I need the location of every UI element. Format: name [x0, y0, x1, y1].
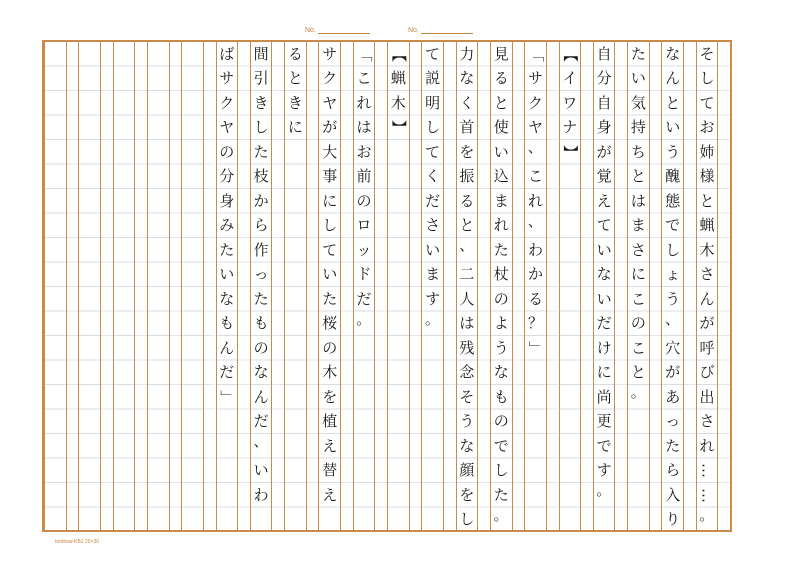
manuscript-character: と [459, 216, 475, 235]
manuscript-character: ん [699, 289, 715, 308]
manuscript-character: び [699, 363, 715, 382]
manuscript-character: こ [356, 69, 372, 88]
manuscript-character: 桜 [322, 314, 338, 333]
manuscript-character: っ [253, 265, 269, 284]
sheet-number-right-line [421, 27, 473, 34]
manuscript-character: え [322, 485, 338, 504]
manuscript-character: う [665, 289, 681, 308]
manuscript-character: ま [630, 216, 646, 235]
manuscript-character: 】 [561, 144, 580, 160]
manuscript-column [318, 42, 341, 530]
manuscript-character: う [493, 338, 509, 357]
manuscript-character: し [665, 240, 681, 259]
manuscript-character: 引 [253, 69, 269, 88]
manuscript-character: 自 [596, 93, 612, 112]
manuscript-character: 覚 [596, 167, 612, 186]
manuscript-character: と [287, 69, 303, 88]
manuscript-character: き [253, 93, 269, 112]
manuscript-character: 、 [527, 211, 543, 230]
manuscript-character: け [596, 338, 612, 357]
manuscript-character: … [698, 463, 717, 479]
manuscript-column [696, 42, 719, 530]
manuscript-character: さ [699, 412, 715, 431]
manuscript-character: 説 [425, 69, 441, 88]
manuscript-character: 醜 [665, 167, 681, 186]
manuscript-column [490, 42, 513, 530]
manuscript-character: き [287, 93, 303, 112]
manuscript-character: 尚 [596, 387, 612, 406]
manuscript-character: と [630, 167, 646, 186]
manuscript-character: の [493, 289, 509, 308]
column-gap [307, 42, 319, 530]
manuscript-column [216, 42, 239, 530]
manuscript-character: ヤ [527, 118, 543, 137]
manuscript-character: て [425, 142, 441, 161]
manuscript-character: ヤ [322, 93, 338, 112]
manuscript-character: こ [630, 289, 646, 308]
manuscript-column [353, 42, 376, 530]
manuscript-character: こ [630, 338, 646, 357]
manuscript-character: 間 [253, 44, 269, 63]
manuscript-column [524, 42, 547, 530]
manuscript-character: の [630, 314, 646, 333]
column-gap [478, 42, 490, 530]
manuscript-character: 植 [322, 412, 338, 431]
manuscript-character: し [459, 510, 475, 529]
manuscript-character: ナ [562, 118, 578, 137]
manuscript-character: す [596, 461, 612, 480]
manuscript-character: た [253, 142, 269, 161]
manuscript-character: れ [493, 216, 509, 235]
manuscript-character: れ [527, 191, 543, 210]
manuscript-character: 念 [459, 363, 475, 382]
manuscript-character: れ [699, 436, 715, 455]
manuscript-character: の [219, 142, 235, 161]
manuscript-character: サ [219, 69, 235, 88]
manuscript-character: 分 [219, 167, 235, 186]
manuscript-character: 。 [424, 309, 440, 328]
sheet-number-left-line [318, 27, 370, 34]
manuscript-character: と [630, 363, 646, 382]
manuscript-character: を [322, 387, 338, 406]
manuscript-column [44, 42, 67, 530]
manuscript-character: が [699, 314, 715, 333]
manuscript-character: な [459, 436, 475, 455]
column-gap [615, 42, 627, 530]
manuscript-character: 、 [527, 138, 543, 156]
manuscript-character: 」 [218, 389, 237, 405]
manuscript-character: た [493, 485, 509, 504]
manuscript-character: イ [562, 69, 578, 88]
manuscript-character: て [596, 216, 612, 235]
manuscript-character: と [493, 93, 509, 112]
manuscript-character: 身 [219, 191, 235, 210]
column-gap [341, 42, 353, 530]
column-gap [170, 42, 182, 530]
manuscript-column [421, 42, 444, 530]
manuscript-character: い [630, 69, 646, 88]
column-gap [650, 42, 662, 530]
manuscript-character: る [527, 289, 543, 308]
paper-brand-footer: tombow-KB1 20×20 [55, 539, 100, 545]
manuscript-character: る [493, 69, 509, 88]
manuscript-character: 呼 [699, 338, 715, 357]
manuscript-column [593, 42, 616, 530]
manuscript-character: も [253, 314, 269, 333]
manuscript-character: 身 [596, 118, 612, 137]
manuscript-character: 力 [459, 44, 475, 63]
manuscript-character: か [527, 265, 543, 284]
manuscript-character: で [596, 436, 612, 455]
manuscript-character: ん [253, 387, 269, 406]
manuscript-character: く [459, 93, 475, 112]
manuscript-character: 。 [630, 383, 646, 401]
manuscript-character: ク [322, 69, 338, 88]
manuscript-character: お [356, 142, 372, 161]
manuscript-character: 持 [630, 118, 646, 137]
manuscript-character: 。 [356, 309, 372, 328]
manuscript-character: 込 [493, 167, 509, 186]
manuscript-character: 様 [699, 167, 715, 186]
manuscript-character: と [699, 191, 715, 210]
manuscript-character: え [596, 191, 612, 210]
manuscript-character: ち [630, 142, 646, 161]
manuscript-character: 首 [459, 118, 475, 137]
manuscript-character: ッ [356, 240, 372, 259]
manuscript-character: し [425, 118, 441, 137]
manuscript-character: て [322, 240, 338, 259]
manuscript-character: も [493, 387, 509, 406]
manuscript-character: 出 [699, 387, 715, 406]
manuscript-character: み [219, 216, 235, 235]
manuscript-character: な [459, 69, 475, 88]
manuscript-character: だ [253, 412, 269, 431]
manuscript-character: ん [219, 338, 235, 357]
manuscript-character: い [665, 118, 681, 137]
manuscript-character: … [698, 487, 717, 503]
manuscript-character: を [459, 485, 475, 504]
manuscript-character: を [459, 142, 475, 161]
manuscript-character: 大 [322, 142, 338, 161]
manuscript-character: ド [356, 265, 372, 284]
manuscript-character: が [665, 363, 681, 382]
manuscript-character: い [493, 142, 509, 161]
manuscript-column [181, 42, 204, 530]
manuscript-character: ？ [527, 314, 543, 333]
manuscript-character: し [493, 461, 509, 480]
manuscript-character: り [665, 510, 681, 529]
manuscript-character: 明 [425, 93, 441, 112]
manuscript-character: な [219, 289, 235, 308]
column-gap [238, 42, 250, 530]
manuscript-character: す [425, 289, 441, 308]
manuscript-column [387, 42, 410, 530]
manuscript-character: が [322, 118, 338, 137]
manuscript-character: 作 [253, 240, 269, 259]
manuscript-character: ら [665, 461, 681, 480]
manuscript-character: ば [219, 44, 235, 63]
column-gap [135, 42, 147, 530]
manuscript-character: た [665, 436, 681, 455]
manuscript-character: 更 [596, 412, 612, 431]
sheet-number-left [305, 27, 370, 34]
manuscript-character: れ [356, 93, 372, 112]
manuscript-character: ワ [562, 93, 578, 112]
manuscript-character: い [425, 240, 441, 259]
manuscript-character: え [322, 436, 338, 455]
manuscript-column [456, 42, 479, 530]
manuscript-character: ク [219, 93, 235, 112]
manuscript-character: 、 [459, 236, 475, 254]
manuscript-character: 木 [322, 363, 338, 382]
column-gap [67, 42, 79, 530]
column-gap [444, 42, 456, 530]
manuscript-character: 自 [596, 44, 612, 63]
manuscript-character: し [253, 118, 269, 137]
manuscript-character: に [287, 118, 303, 137]
manuscript-character: 、 [253, 432, 269, 450]
manuscript-character: ま [425, 265, 441, 284]
manuscript-character: だ [425, 191, 441, 210]
manuscript-character: だ [219, 363, 235, 382]
manuscript-character: 蝋 [699, 216, 715, 235]
manuscript-character: 」 [527, 340, 545, 356]
manuscript-character: そ [459, 387, 475, 406]
manuscript-character: た [253, 289, 269, 308]
manuscript-character: な [665, 44, 681, 63]
manuscript-paper [42, 40, 732, 532]
manuscript-column [284, 42, 307, 530]
manuscript-character: 蝋 [390, 69, 406, 88]
manuscript-character: う [665, 142, 681, 161]
manuscript-character: い [322, 265, 338, 284]
manuscript-character: い [253, 461, 269, 480]
column-gap [410, 42, 422, 530]
manuscript-character: さ [630, 240, 646, 259]
sheet-number-right [408, 27, 473, 34]
manuscript-character: な [596, 265, 612, 284]
column-gap [547, 42, 559, 530]
manuscript-character: っ [665, 412, 681, 431]
column-gap [684, 42, 696, 530]
manuscript-character: 穴 [665, 338, 681, 357]
sheet-number-right-label: No. [408, 27, 419, 34]
manuscript-character: 替 [322, 461, 338, 480]
manuscript-character: わ [253, 485, 269, 504]
manuscript-character: 「 [527, 46, 545, 62]
manuscript-character: し [322, 216, 338, 235]
manuscript-character: さ [425, 216, 441, 235]
manuscript-column [147, 42, 170, 530]
manuscript-column [661, 42, 684, 530]
manuscript-character: さ [699, 265, 715, 284]
manuscript-character: に [322, 191, 338, 210]
manuscript-character: 】 [389, 120, 408, 136]
manuscript-column [78, 42, 101, 530]
manuscript-character: か [253, 191, 269, 210]
manuscript-character: こ [527, 167, 543, 186]
manuscript-character: に [596, 363, 612, 382]
manuscript-character: な [253, 363, 269, 382]
manuscript-character: 【 [561, 46, 580, 62]
column-gap [204, 42, 216, 530]
manuscript-character: た [493, 240, 509, 259]
manuscript-character: ま [493, 191, 509, 210]
manuscript-character: 「 [355, 46, 374, 62]
manuscript-character: の [253, 338, 269, 357]
manuscript-character: で [665, 216, 681, 235]
manuscript-character: 気 [630, 93, 646, 112]
manuscript-character: ょ [665, 265, 681, 284]
manuscript-column [559, 42, 582, 530]
manuscript-character: 杖 [493, 265, 509, 284]
column-gap [718, 42, 730, 530]
manuscript-character: だ [596, 314, 612, 333]
manuscript-character: が [596, 142, 612, 161]
manuscript-column [250, 42, 273, 530]
manuscript-character: 入 [665, 485, 681, 504]
manuscript-character: 二 [459, 265, 475, 284]
manuscript-character: も [219, 314, 235, 333]
manuscript-character: 木 [699, 240, 715, 259]
manuscript-character: 見 [493, 44, 509, 63]
manuscript-character: る [459, 191, 475, 210]
manuscript-character: し [699, 69, 715, 88]
manuscript-character: お [699, 118, 715, 137]
column-gap [272, 42, 284, 530]
manuscript-character: は [356, 118, 372, 137]
manuscript-character: ヤ [219, 118, 235, 137]
manuscript-character: わ [527, 240, 543, 259]
manuscript-character: よ [493, 314, 509, 333]
manuscript-character: に [630, 265, 646, 284]
manuscript-character: る [287, 44, 303, 63]
manuscript-character: そ [699, 44, 715, 63]
manuscript-character: サ [527, 69, 543, 88]
manuscript-character: 態 [665, 191, 681, 210]
manuscript-character: な [493, 363, 509, 382]
manuscript-character: 。 [699, 505, 715, 524]
manuscript-character: 事 [322, 167, 338, 186]
manuscript-character: た [630, 44, 646, 63]
manuscript-character: ロ [356, 216, 372, 235]
manuscript-character: 人 [459, 289, 475, 308]
column-gap [581, 42, 593, 530]
manuscript-character: 、 [665, 309, 681, 328]
manuscript-character: は [459, 314, 475, 333]
manuscript-character: い [219, 265, 235, 284]
manuscript-character: い [596, 289, 612, 308]
manuscript-column [113, 42, 136, 530]
manuscript-character: ん [665, 69, 681, 88]
manuscript-character: く [425, 167, 441, 186]
manuscript-character: サ [322, 44, 338, 63]
manuscript-character: だ [356, 289, 372, 308]
manuscript-character: 。 [493, 505, 509, 524]
column-gap [101, 42, 113, 530]
manuscript-character: の [356, 191, 372, 210]
manuscript-character: の [493, 412, 509, 431]
column-gap [375, 42, 387, 530]
manuscript-character: た [219, 240, 235, 259]
manuscript-character: 姉 [699, 142, 715, 161]
manuscript-character: い [596, 240, 612, 259]
manuscript-character: て [425, 44, 441, 63]
manuscript-character: う [459, 412, 475, 431]
manuscript-character: 枝 [253, 167, 269, 186]
manuscript-character: 木 [390, 93, 406, 112]
manuscript-character: と [665, 93, 681, 112]
sheet-number-left-label: No. [305, 27, 316, 34]
manuscript-character: ク [527, 93, 543, 112]
manuscript-column [627, 42, 650, 530]
manuscript-character: ら [253, 216, 269, 235]
manuscript-character: 顔 [459, 461, 475, 480]
manuscript-character: 前 [356, 167, 372, 186]
manuscript-character: の [322, 338, 338, 357]
manuscript-character: て [699, 93, 715, 112]
manuscript-character: た [322, 289, 338, 308]
manuscript-character: 残 [459, 338, 475, 357]
manuscript-character: 分 [596, 69, 612, 88]
manuscript-character: 。 [596, 481, 612, 499]
manuscript-character: は [630, 191, 646, 210]
manuscript-character: 振 [459, 167, 475, 186]
manuscript-character: 使 [493, 118, 509, 137]
manuscript-character: 【 [389, 46, 408, 62]
manuscript-character: で [493, 436, 509, 455]
column-gap [513, 42, 525, 530]
manuscript-character: あ [665, 387, 681, 406]
